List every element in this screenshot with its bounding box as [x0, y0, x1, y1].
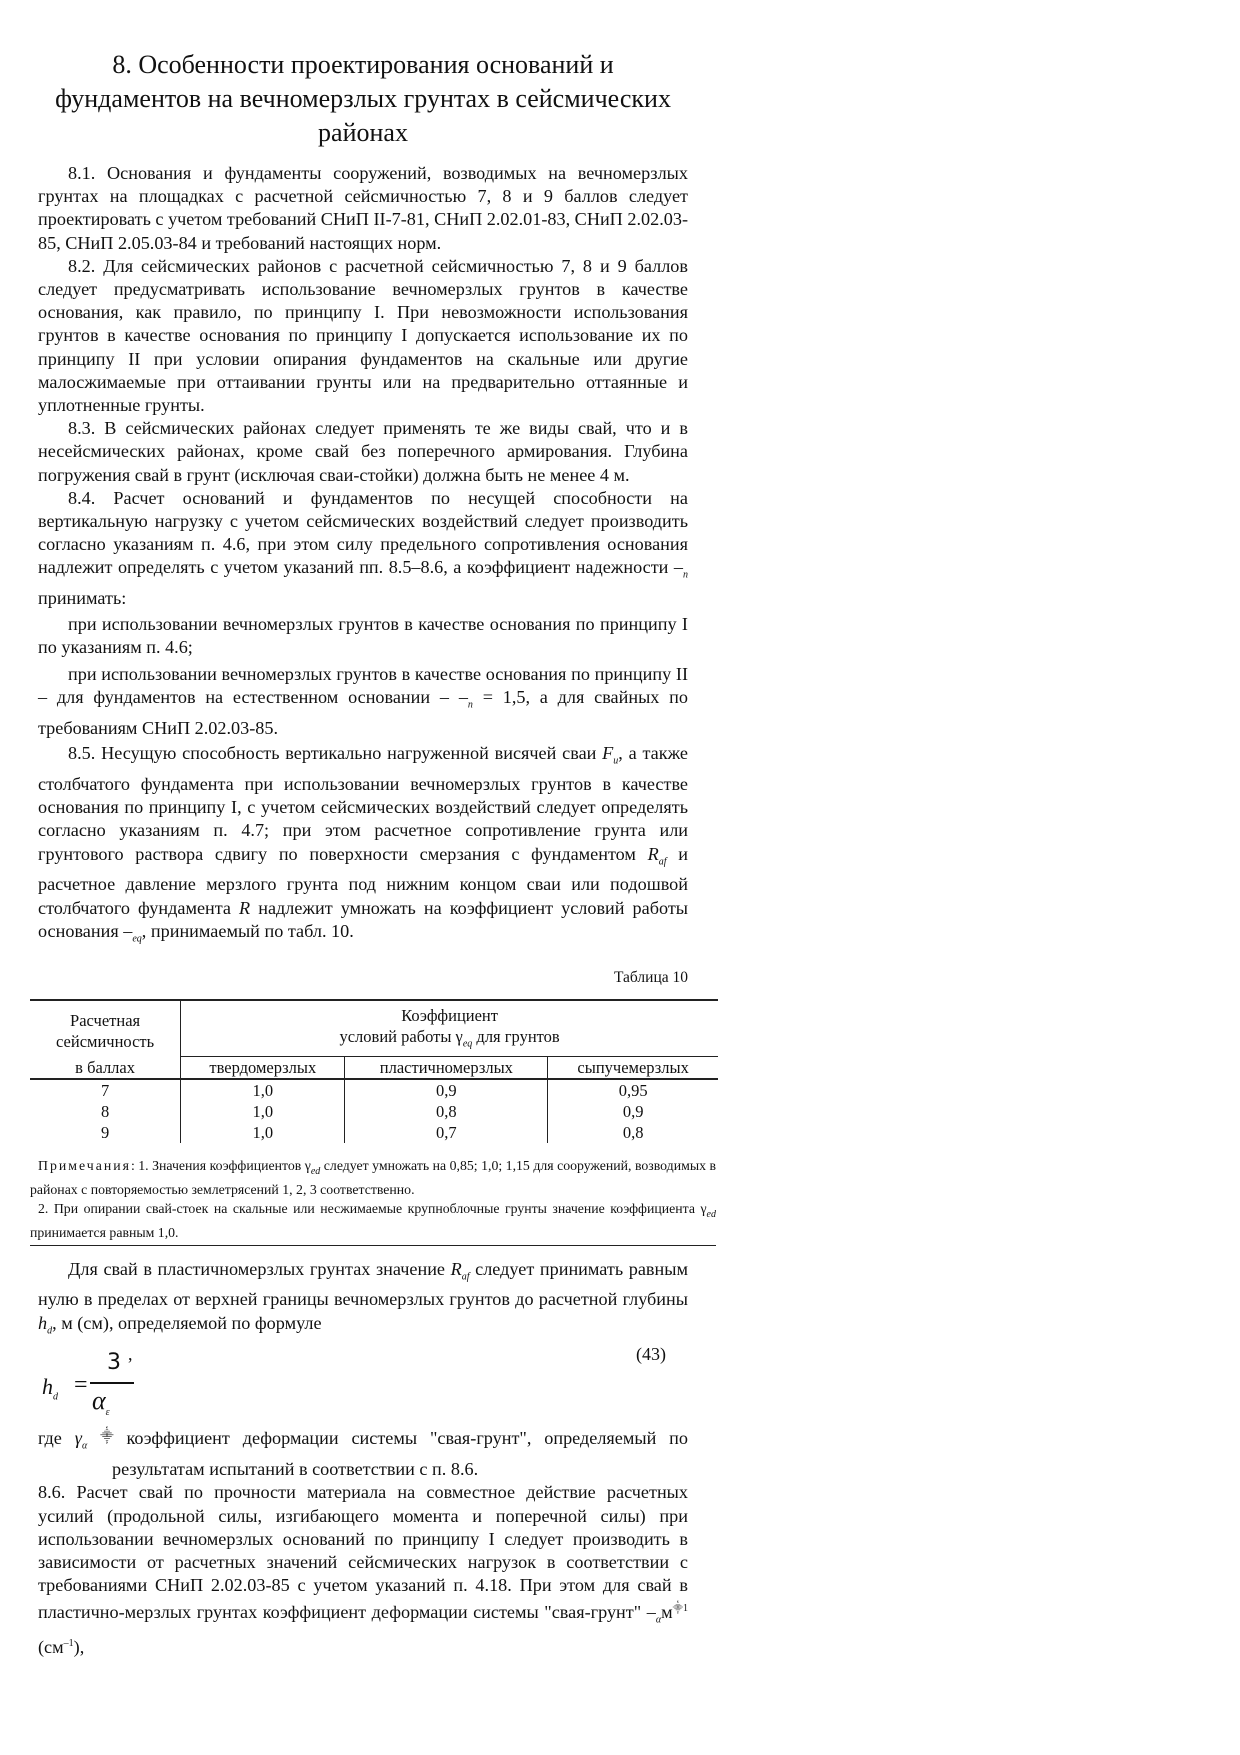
document-page — [30, 48, 716, 1660]
text-run: м — [661, 1602, 673, 1623]
symbol-gamma: γ — [74, 1428, 82, 1449]
formula-lhs — [42, 1374, 58, 1402]
note-text: 2. При опирании свай-стоек на скальные или несжимаемые крупноблочные грунты значение коэффициента γ — [38, 1200, 707, 1216]
subscript: eq — [462, 1038, 473, 1049]
formula-denominator — [92, 1386, 110, 1418]
glyph: ⸎ — [100, 1428, 114, 1444]
note-1 — [30, 1157, 716, 1200]
note-2 — [30, 1200, 716, 1243]
text-run: , принимаемый по табл. 10. — [141, 920, 354, 941]
subscript: ed — [706, 1208, 716, 1220]
table-header-col-2: пластичномерзлых — [345, 1057, 548, 1080]
subscript: d — [47, 1325, 53, 1337]
subscript: n — [683, 570, 688, 582]
symbol-h: h — [42, 1374, 53, 1400]
table-cell: 8 — [100, 1102, 110, 1121]
subscript: af — [461, 1271, 470, 1283]
header-text: Коэффициент — [401, 1005, 498, 1025]
formula-numerator: 3 — [107, 1350, 121, 1376]
table-row — [30, 1122, 718, 1143]
paragraph-raf — [38, 1258, 688, 1343]
text-run: 8.4. Расчет оснований и фундаментов по несущей способности на вертикальную нагрузку с учетом сейсмических воздействий следует производить согласно указаниям п. 4.6, при этом силу предельного сопротивления основания надлежит определять с учетом указаний пп. 8.5–8.6, а коэффициент надежности — [38, 487, 688, 578]
equals-sign: = — [74, 1372, 88, 1399]
subscript: u — [613, 755, 619, 767]
symbol-F: F — [602, 743, 614, 764]
paragraph-8-4 — [38, 487, 688, 611]
subscript: α — [81, 1441, 88, 1453]
subscript: eq — [132, 933, 142, 945]
table-cell: 9 — [100, 1123, 110, 1142]
header-text: сейсмичность — [56, 1031, 155, 1051]
table-cell: 0,7 — [345, 1122, 548, 1143]
text-run: принимать: — [38, 588, 127, 609]
subscript: ε — [105, 1407, 110, 1419]
text-run: (см — [38, 1637, 64, 1658]
table-cell: 0,9 — [548, 1101, 718, 1122]
symbol-R: R — [239, 897, 251, 918]
header-text: Расчетная — [70, 1010, 141, 1030]
paragraph-8-3: 8.3. В сейсмических районах следует применять те же виды свай, что и в несейсмических районах, кроме свай без поперечного армирования. Глубина погружения свай в грунт (исключая сваи-стойки) должна быть не менее 4 м. — [38, 418, 688, 485]
symbol-R: R — [450, 1258, 462, 1279]
symbol-alpha: α — [92, 1386, 106, 1416]
paragraph-8-1: 8.1. Основания и фундаменты сооружений, возводимых на вечномерзлых грунтах на площадках с расчетной сейсмичностью 7, 8 и 9 баллов следует проектировать с учетом требований СНиП II-7-81, СНиП 2.02.01-83, СНиП 2.02.03-85, СНиП 2.05.03-84 и требований настоящих норм. — [38, 163, 688, 253]
table-header-coefficient — [181, 1000, 718, 1054]
superscript: –1 — [63, 1638, 74, 1650]
subscript: af — [658, 856, 667, 868]
table-cell: 1,0 — [181, 1079, 345, 1101]
text-run: Для свай в пластичномерзлых грунтах значение — [68, 1258, 451, 1279]
text-run: где — [38, 1428, 75, 1449]
header-text: для грунтов — [472, 1026, 560, 1046]
subscript: α — [655, 1615, 662, 1627]
table-row — [30, 1101, 718, 1122]
text-run: и расчетное давление мерзлого грунта под нижним концом сваи или подошвой столбчатого фундамента — [38, 843, 688, 918]
table-cell: 1,0 — [181, 1101, 345, 1122]
subscript: n — [467, 699, 473, 711]
symbol: – — [458, 687, 468, 708]
header-text: условий работы γ — [339, 1026, 463, 1046]
symbol-h: h — [38, 1312, 48, 1333]
superscript: ⸎1 — [672, 1603, 688, 1615]
table-cell: 7 — [100, 1081, 110, 1100]
paragraph-8-5 — [38, 742, 688, 951]
note-text: : 1. Значения коэффициентов γ — [130, 1158, 311, 1173]
table-caption: Таблица 10 — [613, 968, 688, 986]
table-cell: 0,9 — [345, 1079, 548, 1101]
symbol: – — [673, 557, 683, 578]
text-run: следует принимать равным нулю в пределах от верхней границы вечномерзлых грунтов до расчетной глубины — [38, 1258, 688, 1310]
table-cell: 0,95 — [548, 1079, 718, 1101]
text-run: = 1,5, а для свайных по требованиям СНиП 2.02.03-85. — [38, 687, 689, 738]
table-cell: 0,8 — [548, 1122, 718, 1143]
table-row — [30, 1079, 718, 1101]
text-run: , м (см), определяемой по формуле — [52, 1312, 322, 1333]
table-header-col-3: сыпучемерзлых — [548, 1057, 718, 1080]
symbol: – — [646, 1602, 656, 1623]
table-cell: 0,8 — [345, 1101, 548, 1122]
text-run: при использовании вечномерзлых грунтов в качестве основания по принципу II – для фундаментов на естественном основании – — [38, 663, 688, 708]
table-header-col-1: твердомерзлых — [181, 1057, 345, 1080]
table-notes — [30, 1157, 716, 1246]
subscript: ed — [310, 1165, 321, 1177]
paragraph-8-2: 8.2. Для сейсмических районов с расчетной сейсмичностью 7, 8 и 9 баллов следует предусматривать использование вечномерзлых грунтов в качестве основания, как правило, по принципу I. При невозможности использования грунтов в качестве основания по принципу I допускается использование их по принципу II при условии опирания фундаментов на скальные или другие малосжимаемые при оттаивании грунты или на предварительно оттаянные и уплотненные грунты. — [38, 255, 688, 416]
text-run: 8.6. Расчет свай по прочности материала на совместное действие расчетных усилий (продольной силы, изгибающего момента и поперечной силы) при использовании вечномерзлых оснований по принципу I следует производить в зависимости от расчетных значений сейсмических нагрузок в соответствии с требованиями СНиП 2.02.03-85 с учетом указаний п. 4.18. При этом для свай в пластично-мерзлых грунтах коэффициент деформации системы "свая-грунт" — [38, 1482, 688, 1623]
where-clause — [38, 1424, 688, 1481]
equation-number: (43) — [636, 1344, 666, 1365]
note-text: принимается равным 1,0. — [30, 1225, 179, 1240]
notes-label: Примечания — [38, 1158, 131, 1173]
text-run: 8.5. Несущую способность вертикально нагруженной висячей сваи — [68, 743, 603, 764]
subscript: d — [53, 1391, 58, 1403]
symbol-R: R — [647, 843, 659, 864]
table-header-seismicity-unit: в баллах — [30, 1057, 181, 1080]
text-run: надлежит умножать на коэффициент условий работы основания — [38, 897, 688, 941]
table-header-seismicity — [30, 1000, 181, 1057]
fraction-bar — [90, 1382, 134, 1384]
note-text: следует умножать на 0,85; 1,0; 1,15 для сооружений, возводимых в районах с повторяемостью землетрясений 1, 2, 3 соответственно. — [30, 1158, 716, 1198]
paragraph-8-6 — [38, 1481, 688, 1659]
table-cell: 1,0 — [181, 1122, 345, 1143]
text-run: ), — [73, 1637, 85, 1658]
paragraph-8-4-item-1: при использовании вечномерзлых грунтов в качестве основания по принципу I по указаниям п. 4.6; — [38, 613, 688, 657]
coefficient-table — [30, 999, 718, 1143]
comma: , — [128, 1344, 133, 1365]
section-title: 8. Особенности проектирования оснований и фундаментов на вечномерзлых грунтах в сейсмических районах — [55, 50, 671, 147]
text-run: коэффициент деформации системы "свая-грунт", определяемый по результатам испытаний в соответствии с п. 8.6. — [112, 1428, 689, 1480]
text-run: , а также столбчатого фундамента при использовании вечномерзлых грунтов в качестве основания по принципу I, с учетом сейсмических воздействий следует определять согласно указаниям п. 4.7; при этом расчетное сопротивление грунта или грунтового раствора сдвигу по поверхности смерзания с фундаментом — [38, 743, 688, 864]
symbol: – — [123, 920, 133, 941]
paragraph-8-4-item-2 — [38, 663, 688, 740]
